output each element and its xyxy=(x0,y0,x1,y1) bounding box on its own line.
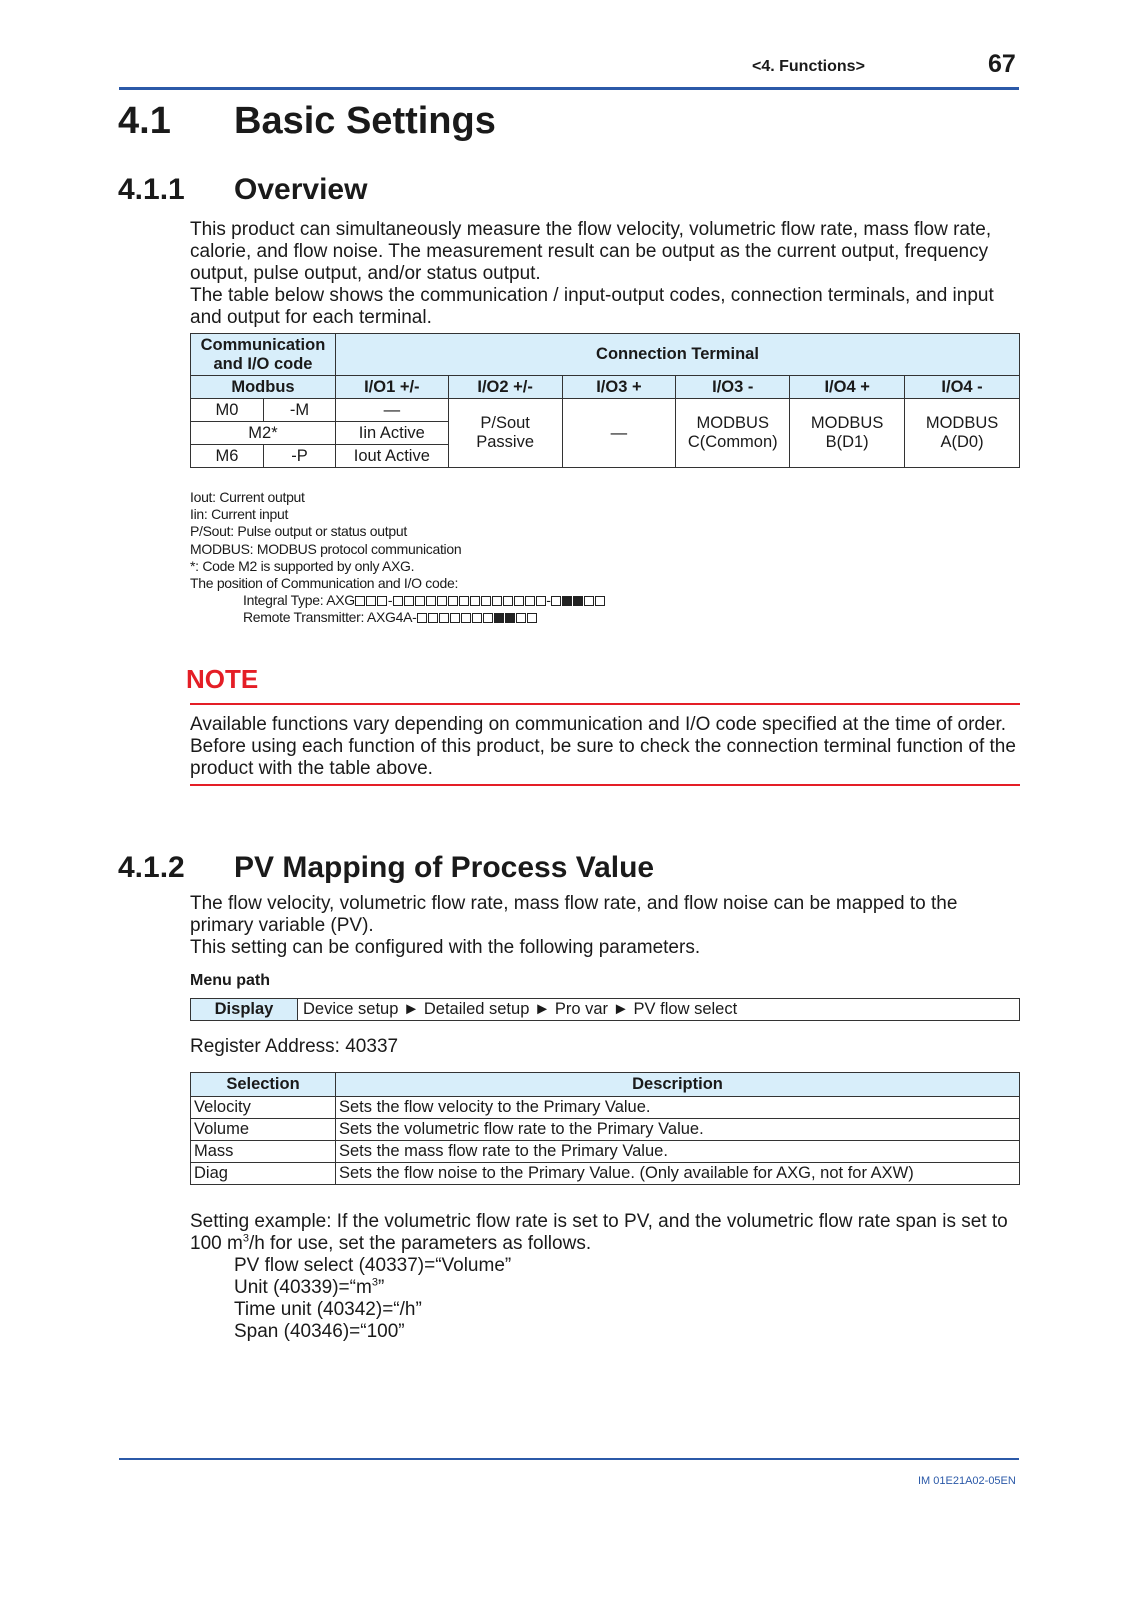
note-remote-transmitter: Remote Transmitter: AXG4A- xyxy=(190,609,606,626)
note-modbus: MODBUS: MODBUS protocol communication xyxy=(190,540,462,557)
overview-title: Overview xyxy=(234,173,368,206)
table-row xyxy=(191,1097,1020,1119)
example-time-unit: Time unit (40342)=“/h” xyxy=(234,1299,422,1320)
note-line2: Before using each function of this product, be sure to check the connection terminal function of the product with the table above. xyxy=(190,736,1016,779)
table-row xyxy=(191,1163,1020,1185)
header-selection: Selection xyxy=(191,1073,336,1097)
selection-cell: Mass xyxy=(191,1141,336,1163)
cell-m2: M2* xyxy=(191,422,336,445)
cell-m0-io1: — xyxy=(335,399,448,422)
cell-m6: M6 xyxy=(191,445,264,468)
display-label: Display xyxy=(191,999,298,1021)
description-cell: Sets the mass flow rate to the Primary Value. xyxy=(336,1141,1020,1163)
register-address: Register Address: 40337 xyxy=(190,1036,399,1057)
description-cell: Sets the volumetric flow rate to the Primary Value. xyxy=(336,1119,1020,1141)
note-top-rule xyxy=(190,703,1020,705)
cell-m-suffix: -M xyxy=(263,399,335,422)
overview-number: 4.1.1 xyxy=(118,173,185,206)
selection-cell: Diag xyxy=(191,1163,336,1185)
note-position: The position of Communication and I/O code: xyxy=(190,575,459,592)
menu-path-label: Menu path xyxy=(190,972,270,989)
chapter-header: <4. Functions> xyxy=(752,58,865,75)
table-notes xyxy=(190,489,606,627)
cell-io3-plus: — xyxy=(562,399,676,468)
pv-mapping-text xyxy=(190,893,1020,959)
footer-rule xyxy=(119,1458,1019,1460)
cell-io2: P/Sout Passive xyxy=(448,399,562,468)
note-integral-type: Integral Type: AXG - - xyxy=(190,592,606,609)
setting-example xyxy=(190,1211,1020,1343)
document-id: IM 01E21A02-05EN xyxy=(918,1475,1016,1487)
cell-io4-plus: MODBUS B(D1) xyxy=(790,399,905,468)
header-io1: I/O1 +/- xyxy=(335,376,448,399)
header-description: Description xyxy=(336,1073,1020,1097)
overview-text xyxy=(190,219,1020,329)
header-io3-minus: I/O3 - xyxy=(676,376,790,399)
overview-para2: The table below shows the communication / input-output codes, connection terminals, and input and output for each terminal. xyxy=(190,285,994,328)
table-row xyxy=(191,1119,1020,1141)
note-text xyxy=(190,714,1020,780)
header-io4-minus: I/O4 - xyxy=(905,376,1020,399)
note-line1: Available functions vary depending on communication and I/O code specified at the time of order. xyxy=(190,714,1007,735)
cell-m0: M0 xyxy=(191,399,264,422)
note-m2: *: Code M2 is supported by only AXG. xyxy=(190,557,415,574)
pv-mapping-para1: The flow velocity, volumetric flow rate, mass flow rate, and flow noise can be mapped to the primary variable (PV). xyxy=(190,893,958,936)
pv-mapping-title: PV Mapping of Process Value xyxy=(234,851,655,884)
table-row xyxy=(191,1141,1020,1163)
header-io2: I/O2 +/- xyxy=(448,376,562,399)
terminal-table xyxy=(190,333,1020,468)
note-iout: Iout: Current output xyxy=(190,489,305,505)
section-title: Basic Settings xyxy=(234,100,496,142)
page-number: 67 xyxy=(988,50,1016,78)
note-iin: Iin: Current input xyxy=(190,506,289,523)
cell-m6-io1: Iout Active xyxy=(335,445,448,468)
menu-path-table xyxy=(190,998,1020,1021)
note-psout: P/Sout: Pulse output or status output xyxy=(190,523,407,540)
header-rule xyxy=(119,87,1019,90)
header-comm-io-code: Communication and I/O code xyxy=(191,334,336,376)
example-line2: 100 $m^3/h$ for use, set the parameters as follows. xyxy=(190,1232,592,1254)
header-io4-plus: I/O4 + xyxy=(790,376,905,399)
note-bottom-rule xyxy=(190,784,1020,786)
example-pv-flow-select: PV flow select (40337)=“Volume” xyxy=(234,1255,512,1276)
pv-mapping-number: 4.1.2 xyxy=(118,851,185,884)
header-connection-terminal: Connection Terminal xyxy=(335,334,1019,376)
note-title: NOTE xyxy=(186,664,259,694)
pv-mapping-para2: This setting can be configured with the following parameters. xyxy=(190,937,701,958)
display-path: Device setup ► Detailed setup ► Pro var ► PV flow select xyxy=(298,999,1020,1021)
cell-p-suffix: -P xyxy=(263,445,335,468)
cell-m2-io1: Iin Active xyxy=(335,422,448,445)
header-modbus: Modbus xyxy=(191,376,336,399)
example-unit: Unit $(40339)=“m^3$” xyxy=(234,1276,385,1298)
description-cell: Sets the flow noise to the Primary Value. (Only available for AXG, not for AXW) xyxy=(336,1163,1020,1185)
example-line1: Setting example: If the volumetric flow rate is set to PV, and the volumetric flow rate span is set to xyxy=(190,1211,1008,1232)
cell-io4-minus: MODBUS A(D0) xyxy=(905,399,1020,468)
selection-cell: Volume xyxy=(191,1119,336,1141)
selection-cell: Velocity xyxy=(191,1097,336,1119)
overview-para1: This product can simultaneously measure the flow velocity, volumetric flow rate, mass flow rate, calorie, and flow noise. The measurement result can be output as the current output, frequency output, pulse output, and/or status output. xyxy=(190,219,992,284)
example-span: Span (40346)=“100” xyxy=(234,1321,405,1342)
description-cell: Sets the flow velocity to the Primary Value. xyxy=(336,1097,1020,1119)
cell-io3-minus: MODBUS C(Common) xyxy=(676,399,790,468)
header-io3-plus: I/O3 + xyxy=(562,376,676,399)
section-number: 4.1 xyxy=(118,100,171,142)
selection-table xyxy=(190,1072,1020,1185)
